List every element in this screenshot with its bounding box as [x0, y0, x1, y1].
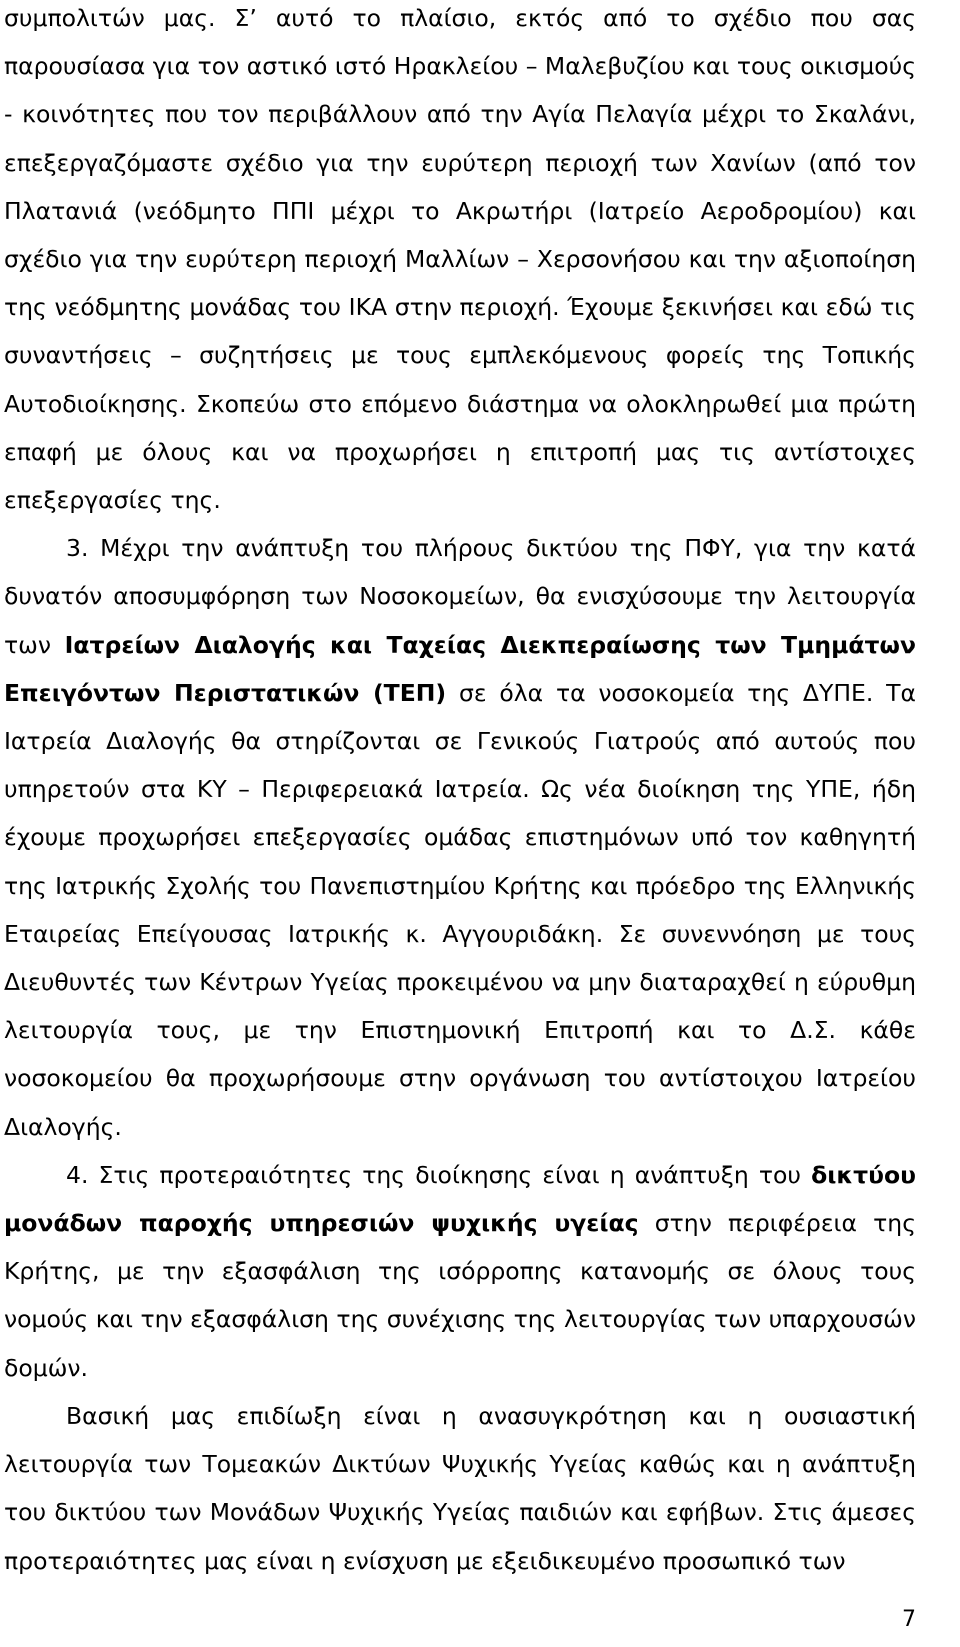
paragraph-item-4	[4, 1151, 916, 1392]
paragraph-continuation: συμπολιτών μας. Σ’ αυτό το πλαίσιο, εκτός από το σχέδιο που σας παρουσίασα για τον αστικό ιστό Ηρακλείου – Μαλεβυζίου και τους οικισμούς - κοινότητες που τον περιβάλλουν από την Αγία Πελαγία μέχρι το Σκαλάνι, επεξεργαζόμαστε σχέδιο για την ευρύτερη περιοχή των Χανίων (από τον Πλατανιά (νεόδμητο ΠΠΙ μέχρι το Ακρωτήρι (Ιατρείο Αεροδρομίου) και σχέδιο για την ευρύτερη περιοχή Μαλλίων – Χερσονήσου και την αξιοποίηση της νεόδμητης μονάδας του ΙΚΑ στην περιοχή. Έχουμε ξεκινήσει και εδώ τις συναντήσεις – συζητήσεις με τους εμπλεκόμενους φορείς της Τοπικής Αυτοδιοίκησης. Σκοπεύω στο επόμενο διάστημα να ολοκληρωθεί μια πρώτη επαφή με όλους και να προχωρήσει η επιτροπή μας τις αντίστοιχες επεξεργασίες της.	[4, 4, 916, 515]
page-number: 7	[902, 1607, 916, 1632]
body-text	[4, 0, 916, 1585]
item-3-lead: 3. Μέχρι την ανάπτυξη του πλήρους δικτύου της ΠΦΥ, για την κατά δυνατόν αποσυμφόρηση των Νοσοκομείων, θα ενισχύσουμε την λειτουργία των	[4, 534, 916, 659]
item-4-lead: 4. Στις προτεραιότητες της διοίκησης είναι η ανάπτυξη του	[66, 1160, 812, 1189]
item-3-rest: σε όλα τα νοσοκομεία της ΔΥΠΕ. Τα Ιατρεία Διαλογής θα στηρίζονται σε Γενικούς Γιατρούς από αυτούς που υπηρετούν στα ΚΥ – Περιφερειακά Ιατρεία. Ως νέα διοίκηση της ΥΠΕ, ήδη έχουμε προχωρήσει επεξεργασίες ομάδας επιστημόνων υπό τον καθηγητή της Ιατρικής Σχολής του Πανεπιστημίου Κρήτης και πρόεδρο της Ελληνικής Εταιρείας Επείγουσας Ιατρικής κ. Αγγουριδάκη. Σε συνεννόηση με τους Διευθυντές των Κέντρων Υγείας προκειμένου να μην διαταραχθεί η εύρυθμη λειτουργία τους, με την Επιστημονική Επιτροπή και το Δ.Σ. κάθε νοσοκομείου θα προχωρήσουμε στην οργάνωση του αντίστοιχου Ιατρείου Διαλογής.	[4, 678, 916, 1141]
item-4-rest: στην περιφέρεια της Κρήτης, με την εξασφάλιση της ισόρροπης κατανομής σε όλους τους νομούς και την εξασφάλιση της συνέχισης της λειτουργίας των υπαρχουσών δομών.	[4, 1209, 916, 1382]
paragraph-item-3	[4, 524, 916, 1151]
item-4-bold-phrase: δικτύου μονάδων παροχής υπηρεσιών ψυχικής υγείας	[4, 1160, 916, 1238]
paragraph-final: Βασική μας επιδίωξη είναι η ανασυγκρότηση και η ουσιαστική λειτουργία των Τομεακών Δικτύων Ψυχικής Υγείας καθώς και η ανάπτυξη του δικτύου των Μονάδων Ψυχικής Υγείας παιδιών και εφήβων. Στις άμεσες προτεραιότητες μας είναι η ενίσχυση με εξειδικευμένο προσωπικό των	[4, 1401, 916, 1575]
item-3-bold-phrase: Ιατρείων Διαλογής και Ταχείας Διεκπεραίωσης των Τμημάτων Επειγόντων Περιστατικών (ΤΕΠ)	[4, 630, 916, 707]
